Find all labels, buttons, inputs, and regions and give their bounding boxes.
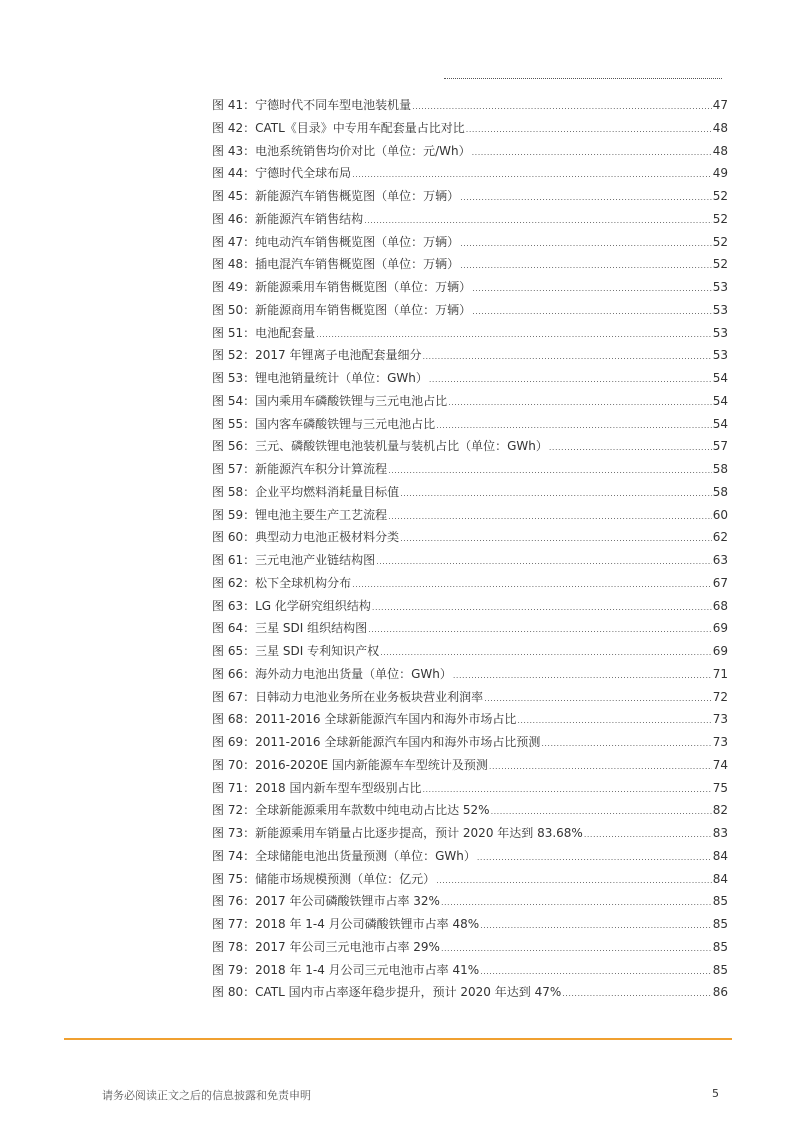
toc-entry[interactable] xyxy=(212,231,728,254)
toc-entry[interactable] xyxy=(212,299,728,322)
toc-dot-leader xyxy=(491,801,712,824)
toc-entry-title: 2018 年 1-4 月公司磷酸铁锂市占率 48% xyxy=(255,917,480,931)
toc-entry-label: 图 61： xyxy=(212,553,256,567)
toc-dot-leader xyxy=(480,915,712,938)
toc-entry-title: 2016-2020E 国内新能源车车型统计及预测 xyxy=(255,757,488,772)
toc-dot-leader xyxy=(480,961,712,984)
toc-entry-label: 图 62： xyxy=(212,575,256,590)
toc-entry-title: CATL《目录》中专用车配套量占比对比 xyxy=(255,120,465,135)
toc-entry-page: 85 xyxy=(712,962,728,977)
toc-dot-leader xyxy=(472,278,712,301)
toc-entry-label: 图 78： xyxy=(212,939,256,954)
toc-entry-label: 图 70： xyxy=(212,757,256,772)
toc-entry[interactable] xyxy=(212,435,728,458)
toc-entry-label: 图 67： xyxy=(212,689,256,704)
toc-entry-page: 53 xyxy=(712,348,728,363)
toc-dot-leader xyxy=(352,574,712,597)
toc-dot-leader xyxy=(441,938,712,961)
toc-entry-label: 图 53： xyxy=(212,371,256,385)
toc-entry[interactable] xyxy=(212,845,728,868)
toc-entry-page: 48 xyxy=(712,120,728,135)
toc-entry-page: 58 xyxy=(712,462,728,476)
toc-entry-label: 图 74： xyxy=(212,848,256,863)
toc-entry-title: 2017 年锂离子电池配套量细分 xyxy=(255,348,422,363)
toc-entry[interactable] xyxy=(212,640,728,663)
toc-entry[interactable] xyxy=(212,504,728,527)
toc-entry-page: 86 xyxy=(712,985,728,1000)
toc-entry[interactable] xyxy=(212,162,728,185)
toc-entry-title: 全球储能电池出货量预测（单位：GWh） xyxy=(255,848,476,863)
toc-entry[interactable] xyxy=(212,526,728,549)
footer-disclaimer: 请务必阅读正文之后的信息披露和免责申明 xyxy=(102,1089,311,1102)
toc-entry-page: 84 xyxy=(712,871,728,886)
toc-entry-label: 图 51： xyxy=(212,325,256,340)
toc-dot-leader xyxy=(484,688,712,711)
toc-dot-leader xyxy=(436,870,712,893)
toc-entry[interactable] xyxy=(212,595,728,618)
top-dotted-leader xyxy=(444,78,722,79)
toc-entry-page: 62 xyxy=(712,530,728,545)
toc-dot-leader xyxy=(372,597,712,620)
toc-dot-leader xyxy=(400,528,712,551)
toc-dot-leader xyxy=(388,460,712,483)
toc-entry-page: 54 xyxy=(712,393,728,408)
toc-entry-page: 53 xyxy=(712,302,728,317)
toc-entry-page: 69 xyxy=(712,644,728,658)
toc-entry-title: 国内乘用车磷酸铁锂与三元电池占比 xyxy=(255,393,448,408)
toc-entry-page: 58 xyxy=(712,484,728,499)
toc-entry-label: 图 58： xyxy=(212,484,256,499)
toc-entry-title: 宁德时代全球布局 xyxy=(255,166,352,181)
toc-entry-page: 57 xyxy=(712,439,728,454)
toc-entry-page: 74 xyxy=(712,757,728,772)
toc-dot-leader xyxy=(376,551,712,574)
toc-entry-label: 图 56： xyxy=(212,439,256,454)
toc-entry[interactable] xyxy=(212,208,728,231)
toc-entry-title: CATL 国内市占率逐年稳步提升，预计 2020 年达到 47% xyxy=(255,985,562,1000)
toc-entry-title: 松下全球机构分布 xyxy=(255,575,352,590)
toc-dot-leader xyxy=(429,369,712,392)
toc-entry-title: 锂电池主要生产工艺流程 xyxy=(255,507,388,522)
toc-entry-title: 新能源汽车销售概览图（单位：万辆） xyxy=(255,189,460,203)
toc-entry-label: 图 45： xyxy=(212,189,256,203)
toc-entry-label: 图 69： xyxy=(212,735,256,749)
toc-entry-label: 图 68： xyxy=(212,712,256,727)
toc-entry-title: 2017 年公司磷酸铁锂市占率 32% xyxy=(255,894,440,909)
toc-entry-page: 84 xyxy=(712,848,728,863)
toc-entry[interactable] xyxy=(212,390,728,413)
toc-entry[interactable] xyxy=(212,322,728,345)
toc-entry-page: 83 xyxy=(712,826,728,840)
toc-entry-label: 图 80： xyxy=(212,985,256,1000)
toc-dot-leader xyxy=(460,233,712,256)
toc-entry[interactable] xyxy=(212,913,728,936)
toc-entry-title: 电池系统销售均价对比（单位：元/Wh） xyxy=(255,143,471,158)
toc-entry-title: 2018 年 1-4 月公司三元电池市占率 41% xyxy=(255,962,480,977)
toc-entry-page: 52 xyxy=(712,234,728,249)
toc-entry-title: 新能源乘用车销售概览图（单位：万辆） xyxy=(255,280,472,294)
toc-entry-title: 三星 SDI 组织结构图 xyxy=(255,621,368,636)
toc-dot-leader xyxy=(388,506,712,529)
toc-dot-leader xyxy=(364,210,712,233)
toc-entry-label: 图 79： xyxy=(212,962,256,977)
toc-dot-leader xyxy=(477,847,712,870)
toc-entry-title: LG 化学研究组织结构 xyxy=(255,598,371,613)
toc-entry-label: 图 63： xyxy=(212,598,256,613)
toc-entry-page: 54 xyxy=(712,416,728,431)
toc-entry-page: 69 xyxy=(712,621,728,636)
toc-entry-title: 三元电池产业链结构图 xyxy=(255,553,376,567)
toc-entry[interactable] xyxy=(212,549,728,572)
toc-entry-page: 75 xyxy=(712,780,728,795)
toc-entry-title: 新能源汽车销售结构 xyxy=(255,211,364,226)
toc-entry-page: 47 xyxy=(712,98,728,112)
toc-dot-leader xyxy=(352,164,712,187)
toc-dot-leader xyxy=(460,187,712,210)
toc-entry-label: 图 72： xyxy=(212,803,256,818)
toc-dot-leader xyxy=(448,392,712,415)
toc-entry-label: 图 43： xyxy=(212,143,256,158)
toc-entry[interactable] xyxy=(212,936,728,959)
toc-dot-leader xyxy=(422,779,711,802)
toc-entry-title: 新能源商用车销售概览图（单位：万辆） xyxy=(255,302,472,317)
toc-entry-label: 图 50： xyxy=(212,302,256,317)
toc-entry[interactable] xyxy=(212,663,728,686)
toc-entry-title: 2018 国内新车型车型级别占比 xyxy=(255,780,422,795)
toc-entry-label: 图 49： xyxy=(212,280,256,294)
toc-entry-page: 67 xyxy=(712,575,728,590)
toc-entry[interactable] xyxy=(212,140,728,163)
toc-entry-label: 图 48： xyxy=(212,257,256,272)
toc-entry[interactable] xyxy=(212,868,728,891)
toc-entry[interactable] xyxy=(212,617,728,640)
page-number: 5 xyxy=(712,1087,719,1100)
toc-entry[interactable] xyxy=(212,572,728,595)
toc-entry-page: 73 xyxy=(712,735,728,749)
toc-entry-label: 图 57： xyxy=(212,462,256,476)
toc-entry-page: 60 xyxy=(712,507,728,522)
toc-entry[interactable] xyxy=(212,185,728,208)
toc-entry-label: 图 73： xyxy=(212,826,256,840)
toc-entry-title: 三星 SDI 专利知识产权 xyxy=(255,644,380,658)
toc-dot-leader xyxy=(472,142,712,165)
footer-divider xyxy=(64,1038,732,1040)
toc-entry[interactable] xyxy=(212,253,728,276)
toc-entry-title: 全球新能源乘用车款数中纯电动占比达 52% xyxy=(255,803,490,818)
toc-entry-title: 企业平均燃料消耗量目标值 xyxy=(255,484,400,499)
toc-entry-title: 2011-2016 全球新能源汽车国内和海外市场占比 xyxy=(255,712,517,727)
toc-entry[interactable] xyxy=(212,94,728,117)
toc-dot-leader xyxy=(368,619,712,642)
toc-dot-leader xyxy=(541,733,711,756)
toc-entry-page: 85 xyxy=(712,939,728,954)
toc-entry[interactable] xyxy=(212,777,728,800)
toc-entry-page: 52 xyxy=(712,211,728,226)
toc-entry-page: 82 xyxy=(712,803,728,818)
toc-entry-label: 图 71： xyxy=(212,780,256,795)
toc-dot-leader xyxy=(412,96,712,119)
toc-entry-label: 图 65： xyxy=(212,644,256,658)
toc-dot-leader xyxy=(460,255,712,278)
toc-dot-leader xyxy=(549,437,712,460)
toc-entry-title: 储能市场规模预测（单位：亿元） xyxy=(255,871,436,886)
toc-dot-leader xyxy=(489,756,712,779)
toc-dot-leader xyxy=(472,301,712,324)
toc-entry-title: 电池配套量 xyxy=(255,325,316,340)
toc-entry-title: 2017 年公司三元电池市占率 29% xyxy=(255,939,440,954)
toc-entry-title: 2011-2016 全球新能源汽车国内和海外市场占比预测 xyxy=(255,735,541,749)
toc-dot-leader xyxy=(436,415,712,438)
toc-entry-page: 85 xyxy=(712,894,728,909)
toc-entry-title: 宁德时代不同车型电池装机量 xyxy=(255,98,412,112)
toc-entry[interactable] xyxy=(212,731,728,754)
toc-entry-label: 图 59： xyxy=(212,507,256,522)
toc-entry[interactable] xyxy=(212,686,728,709)
toc-entry[interactable] xyxy=(212,413,728,436)
toc-entry-label: 图 42： xyxy=(212,120,256,135)
toc-entry-label: 图 41： xyxy=(212,98,256,112)
toc-dot-leader xyxy=(422,346,711,369)
toc-entry-label: 图 75： xyxy=(212,871,256,886)
toc-dot-leader xyxy=(466,119,712,142)
toc-entry-label: 图 52： xyxy=(212,348,256,363)
toc-dot-leader xyxy=(453,665,712,688)
toc-entry[interactable] xyxy=(212,754,728,777)
toc-entry-label: 图 64： xyxy=(212,621,256,636)
toc-entry[interactable] xyxy=(212,276,728,299)
toc-entry-title: 海外动力电池出货量（单位：GWh） xyxy=(255,666,452,681)
figure-toc-list xyxy=(212,94,728,1004)
toc-dot-leader xyxy=(517,710,711,733)
toc-entry-page: 71 xyxy=(712,666,728,681)
toc-entry-label: 图 44： xyxy=(212,166,256,181)
toc-entry-page: 53 xyxy=(712,325,728,340)
toc-entry-title: 三元、磷酸铁锂电池装机量与装机占比（单位：GWh） xyxy=(255,439,548,454)
toc-entry-page: 73 xyxy=(712,712,728,727)
toc-entry-page: 52 xyxy=(712,257,728,272)
toc-entry[interactable] xyxy=(212,890,728,913)
toc-entry-page: 68 xyxy=(712,598,728,613)
toc-entry-label: 图 66： xyxy=(212,666,256,681)
toc-dot-leader xyxy=(380,642,712,665)
toc-entry[interactable] xyxy=(212,344,728,367)
toc-entry-title: 新能源汽车积分计算流程 xyxy=(255,462,388,476)
toc-entry-label: 图 46： xyxy=(212,211,256,226)
toc-entry-title: 典型动力电池正极材料分类 xyxy=(255,530,400,545)
toc-entry-page: 63 xyxy=(712,553,728,567)
toc-dot-leader xyxy=(441,892,712,915)
toc-dot-leader xyxy=(584,824,712,847)
toc-entry[interactable] xyxy=(212,959,728,982)
toc-entry-page: 54 xyxy=(712,371,728,385)
toc-entry-label: 图 54： xyxy=(212,393,256,408)
toc-entry-page: 49 xyxy=(712,166,728,181)
toc-entry[interactable] xyxy=(212,458,728,481)
toc-entry-page: 48 xyxy=(712,143,728,158)
toc-entry[interactable] xyxy=(212,981,728,1004)
toc-entry-label: 图 60： xyxy=(212,530,256,545)
toc-entry[interactable] xyxy=(212,799,728,822)
toc-dot-leader xyxy=(400,483,712,506)
toc-entry[interactable] xyxy=(212,367,728,390)
toc-entry-title: 锂电池销量统计（单位：GWh） xyxy=(255,371,428,385)
toc-dot-leader xyxy=(562,983,711,1006)
toc-entry-page: 53 xyxy=(712,280,728,294)
toc-entry-title: 日韩动力电池业务所在业务板块营业利润率 xyxy=(255,689,484,704)
toc-entry-title: 插电混汽车销售概览图（单位：万辆） xyxy=(255,257,460,272)
toc-entry[interactable] xyxy=(212,481,728,504)
toc-entry-title: 新能源乘用车销量占比逐步提高，预计 2020 年达到 83.68% xyxy=(255,826,583,840)
toc-entry-title: 国内客车磷酸铁锂与三元电池占比 xyxy=(255,416,436,431)
toc-entry-page: 52 xyxy=(712,189,728,203)
toc-entry-page: 72 xyxy=(712,689,728,704)
toc-dot-leader xyxy=(316,324,712,347)
toc-entry-label: 图 76： xyxy=(212,894,256,909)
toc-entry[interactable] xyxy=(212,117,728,140)
toc-entry-page: 85 xyxy=(712,917,728,931)
toc-entry[interactable] xyxy=(212,708,728,731)
toc-entry-label: 图 47： xyxy=(212,234,256,249)
toc-entry-title: 纯电动汽车销售概览图（单位：万辆） xyxy=(255,234,460,249)
toc-entry[interactable] xyxy=(212,822,728,845)
toc-entry-label: 图 77： xyxy=(212,917,256,931)
toc-entry-label: 图 55： xyxy=(212,416,256,431)
